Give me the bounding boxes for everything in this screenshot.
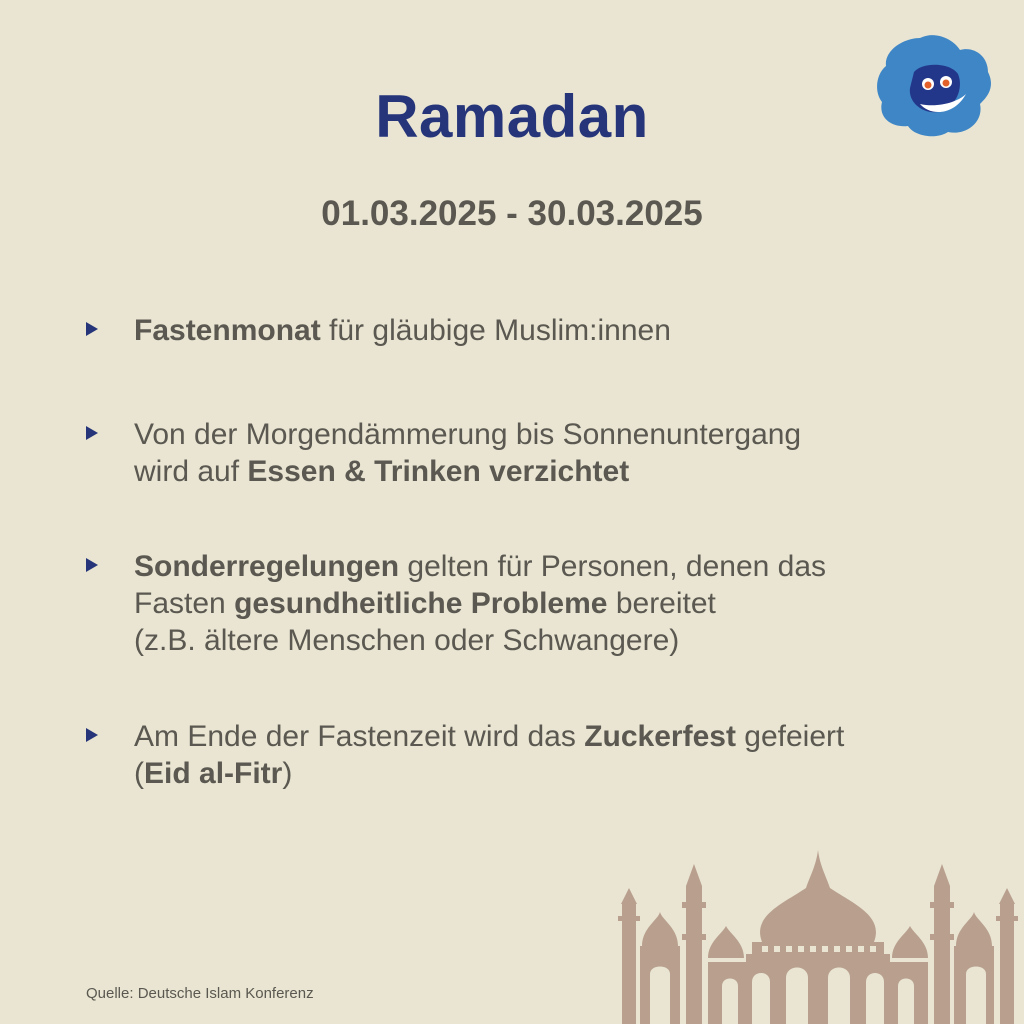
triangle-bullet-icon <box>86 322 98 336</box>
bold-emphasis: Zuckerfest <box>584 720 736 753</box>
text-run: gelten für Personen, denen das <box>399 550 827 583</box>
text-run: Von der Morgendämmerung bis Sonnenuntergang <box>134 418 802 451</box>
bold-emphasis: Eid al-Fitr <box>144 757 283 790</box>
page-title: Ramadan <box>375 83 649 150</box>
text-run: ( <box>134 757 144 790</box>
text-run: für gläubige Muslim:innen <box>320 314 671 347</box>
bullet-text <box>134 718 954 792</box>
text-run: Am Ende der Fastenzeit wird das <box>134 720 585 753</box>
triangle-bullet-icon <box>86 558 98 572</box>
bold-emphasis: Fastenmonat <box>134 314 321 347</box>
triangle-bullet-icon <box>86 728 98 742</box>
bold-emphasis: gesundheitliche Probleme <box>234 587 608 620</box>
text-run: Fasten <box>134 587 235 620</box>
bullet-text <box>134 312 954 349</box>
mosque-silhouette-icon <box>612 846 1024 1024</box>
bold-emphasis: Essen & Trinken verzichtet <box>247 455 630 488</box>
text-run: (z.B. ältere Menschen oder Schwangere) <box>134 624 680 657</box>
bold-emphasis: Sonderregelungen <box>134 550 400 583</box>
text-run: gefeiert <box>735 720 845 753</box>
text-run: ) <box>282 757 293 790</box>
bullet-text <box>134 548 954 659</box>
triangle-bullet-icon <box>86 426 98 440</box>
date-range: 01.03.2025 - 30.03.2025 <box>321 194 703 233</box>
source-caption: Quelle: Deutsche Islam Konferenz <box>86 985 314 1002</box>
bullet-text <box>134 416 954 490</box>
text-run: bereitet <box>607 587 716 620</box>
text-run: wird auf <box>134 455 248 488</box>
